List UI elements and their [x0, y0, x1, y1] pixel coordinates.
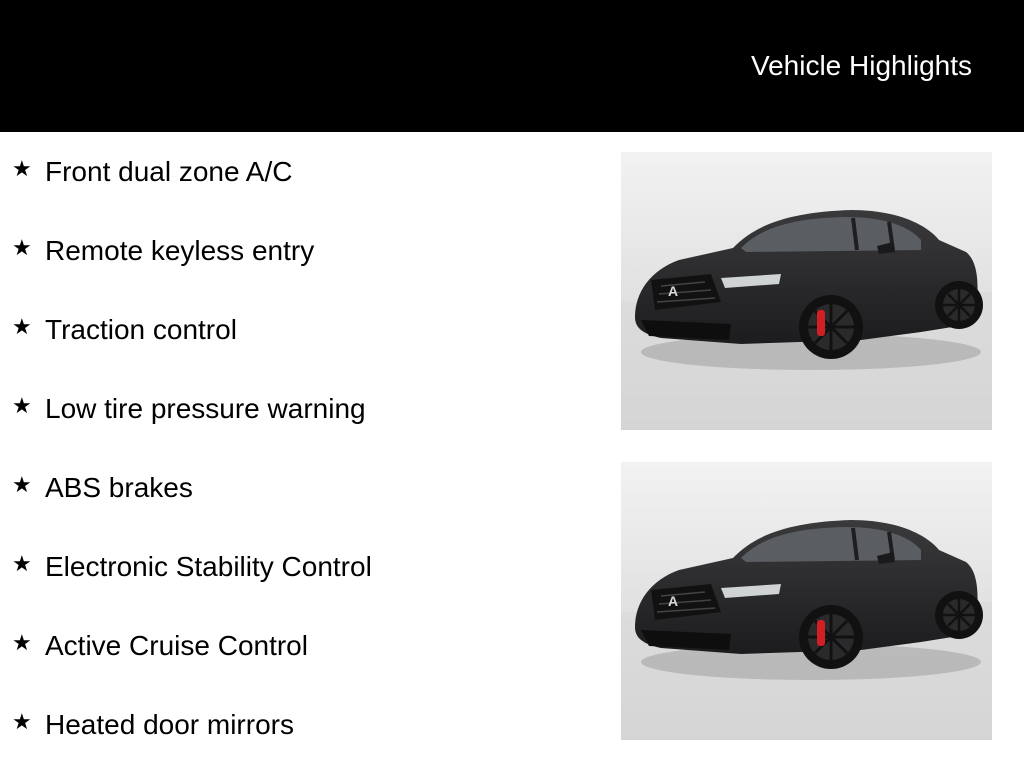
star-icon: ★	[12, 156, 32, 181]
feature-label: Front dual zone A/C	[45, 156, 293, 187]
list-item	[12, 152, 292, 192]
star-icon: ★	[12, 393, 32, 418]
star-icon: ★	[12, 709, 32, 734]
star-icon: ★	[12, 472, 32, 497]
list-item	[12, 468, 193, 508]
feature-label: Remote keyless entry	[45, 235, 315, 266]
star-icon: ★	[12, 235, 32, 260]
feature-label: Heated door mirrors	[45, 709, 294, 740]
vehicle-photo	[621, 152, 992, 430]
star-icon: ★	[12, 551, 32, 576]
feature-label: Traction control	[45, 314, 237, 345]
feature-label: Low tire pressure warning	[45, 393, 366, 424]
list-item	[12, 310, 237, 350]
svg-text:A: A	[668, 593, 679, 609]
vehicle-photo	[621, 462, 992, 740]
list-item	[12, 705, 294, 745]
header-bar	[0, 0, 1024, 132]
feature-label: Active Cruise Control	[45, 630, 308, 661]
list-item	[12, 389, 366, 429]
feature-label: Electronic Stability Control	[45, 551, 372, 582]
star-icon: ★	[12, 630, 32, 655]
feature-label: ABS brakes	[45, 472, 193, 503]
list-item	[12, 626, 308, 666]
star-icon: ★	[12, 314, 32, 339]
list-item	[12, 231, 314, 271]
page-title: Vehicle Highlights	[750, 50, 972, 81]
svg-text:A: A	[668, 283, 679, 299]
list-item	[12, 547, 372, 587]
